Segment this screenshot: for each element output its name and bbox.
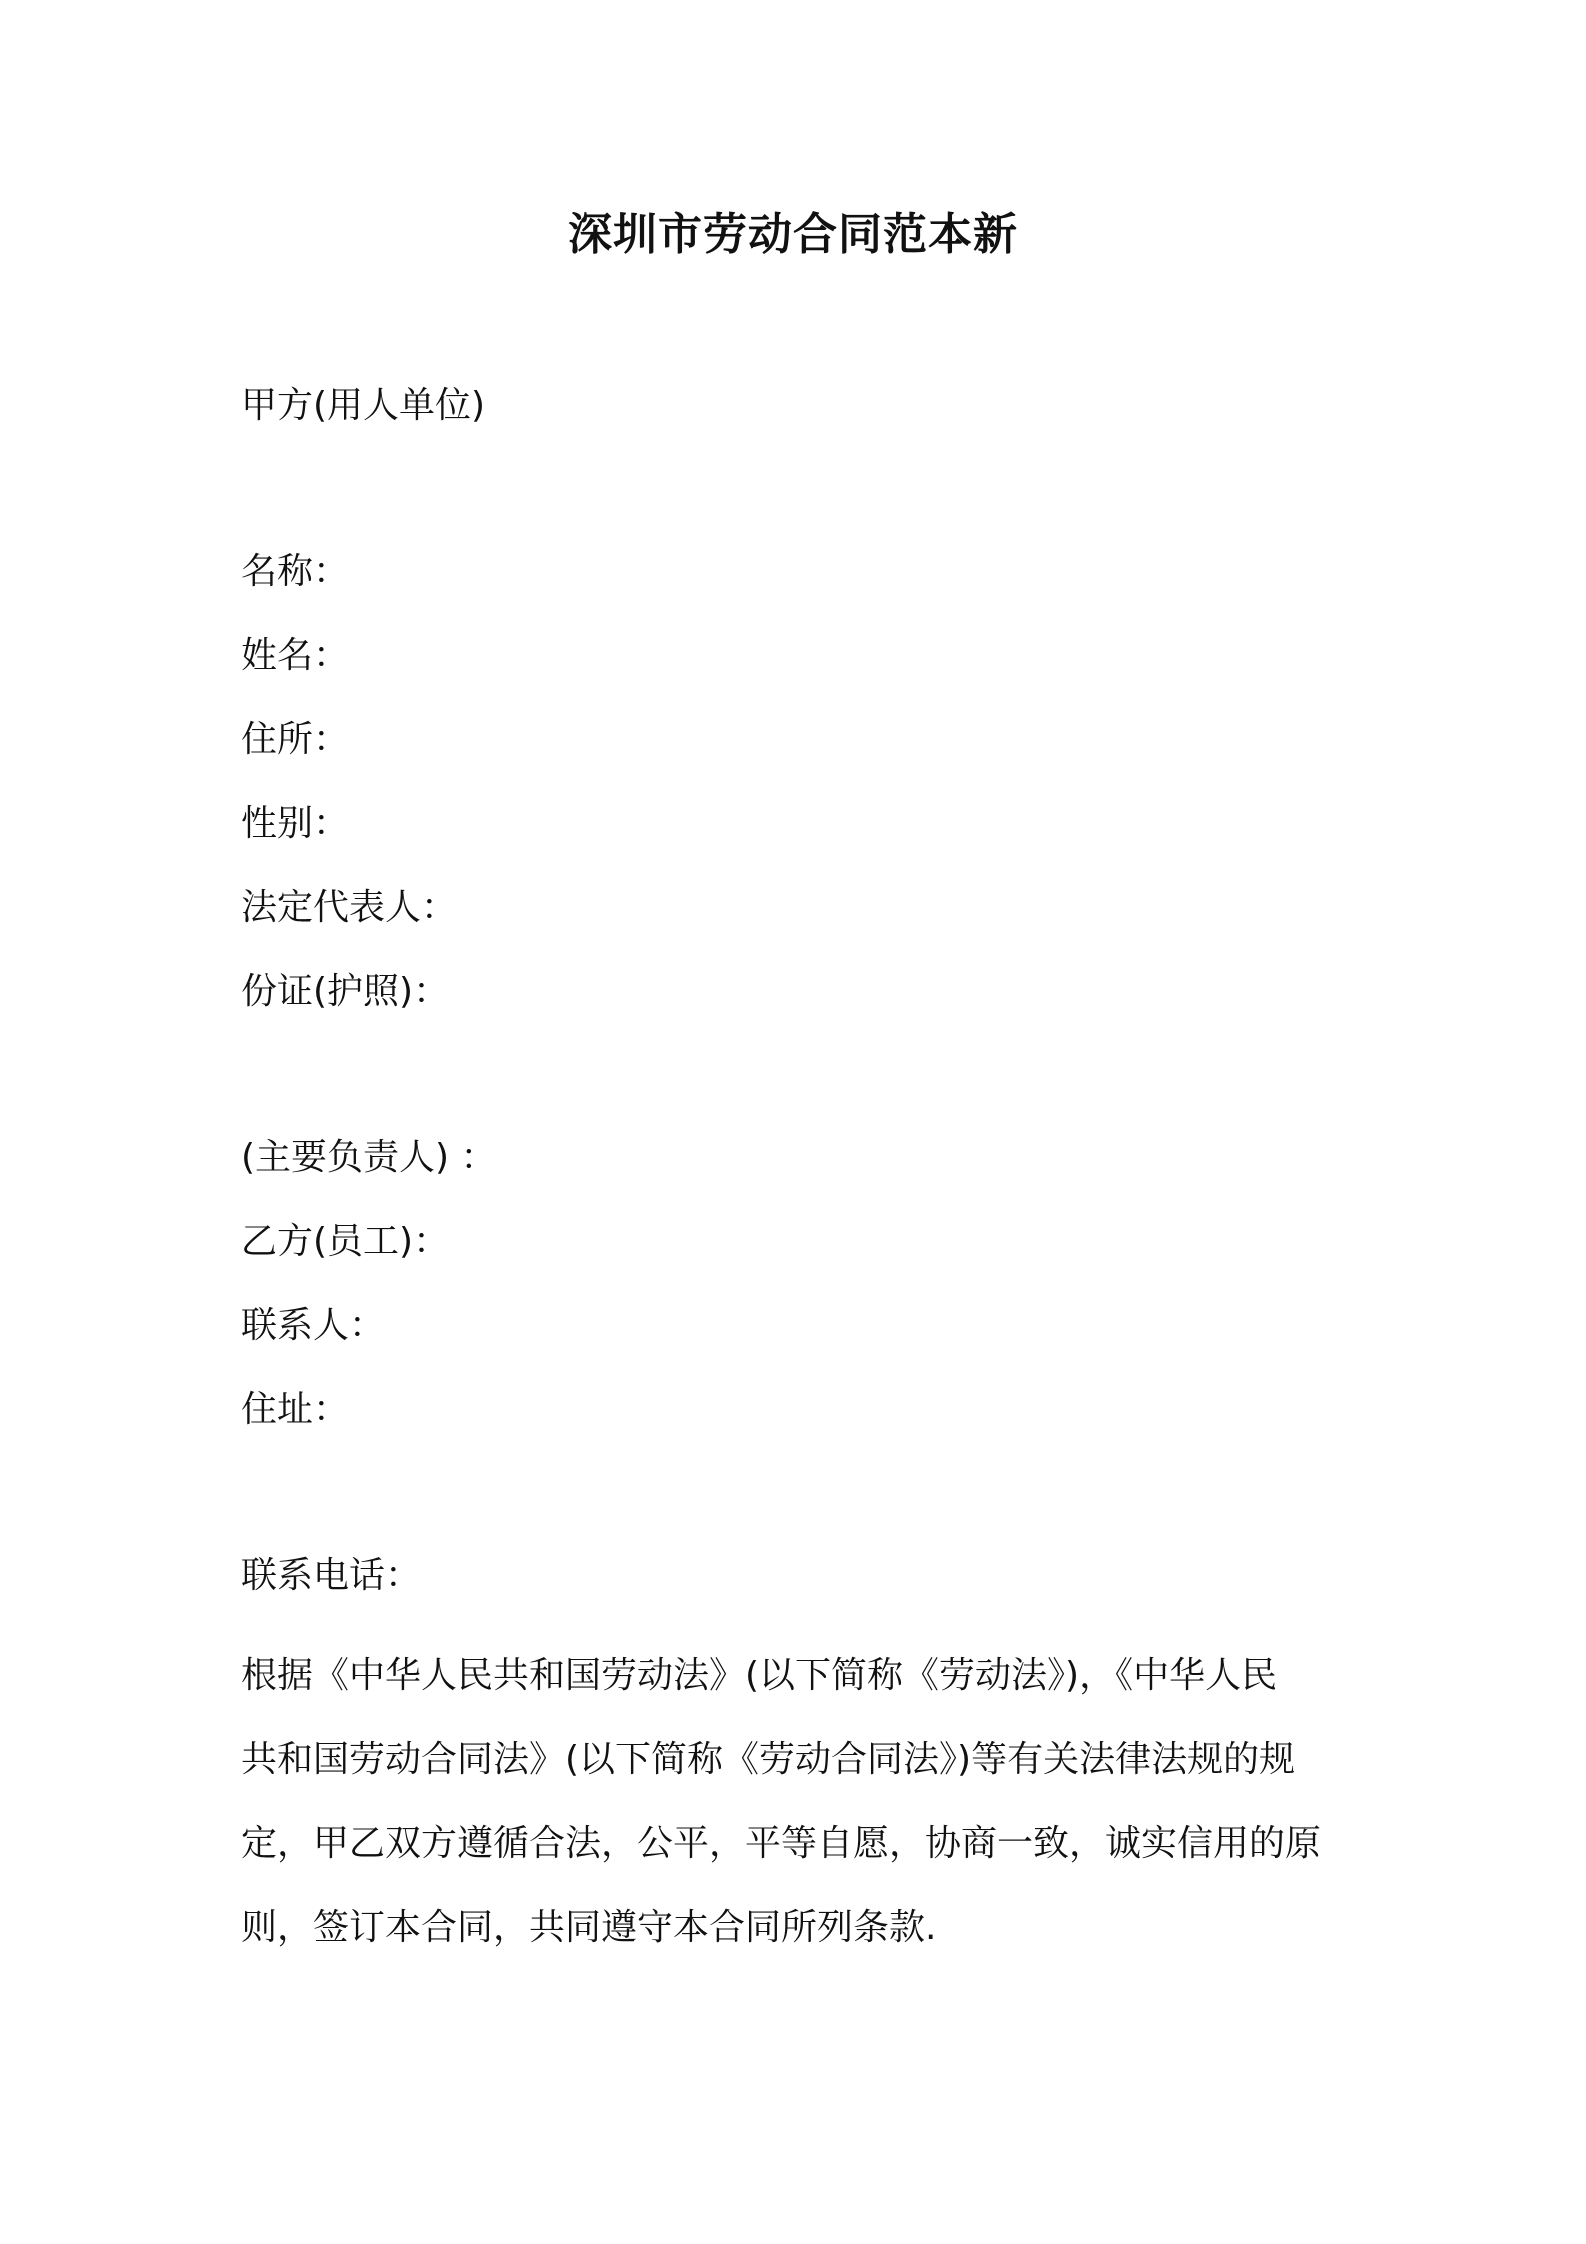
field-phone: 联系电话： <box>241 1555 422 1596</box>
preamble-paragraph <box>241 1634 1363 1970</box>
party-b-heading: 乙方(员工)： <box>241 1221 450 1262</box>
field-person-name: 姓名： <box>241 635 350 676</box>
paragraph-line: 根据《中华人民共和国劳动法》(以下简称《劳动法》)，《中华人民 <box>241 1655 1278 1696</box>
field-name: 名称： <box>241 551 350 592</box>
field-contact-person: 联系人： <box>241 1305 386 1346</box>
party-a-heading: 甲方(用人单位) <box>241 385 486 426</box>
field-residence: 住所： <box>241 719 350 760</box>
field-address: 住址： <box>241 1389 350 1430</box>
field-id-passport: 份证(护照)： <box>241 971 450 1012</box>
field-principal: (主要负责人) ： <box>241 1137 497 1178</box>
field-gender: 性别： <box>241 803 350 844</box>
field-legal-representative: 法定代表人： <box>241 887 458 928</box>
paragraph-line: 共和国劳动合同法》(以下简称《劳动合同法》)等有关法律法规的规 <box>241 1739 1296 1780</box>
document-title: 深圳市劳动合同范本新 <box>568 209 1018 260</box>
paragraph-line: 定，甲乙双方遵循合法，公平，平等自愿，协商一致，诚实信用的原 <box>241 1823 1322 1864</box>
paragraph-line: 则，签订本合同，共同遵守本合同所列条款. <box>241 1907 937 1948</box>
